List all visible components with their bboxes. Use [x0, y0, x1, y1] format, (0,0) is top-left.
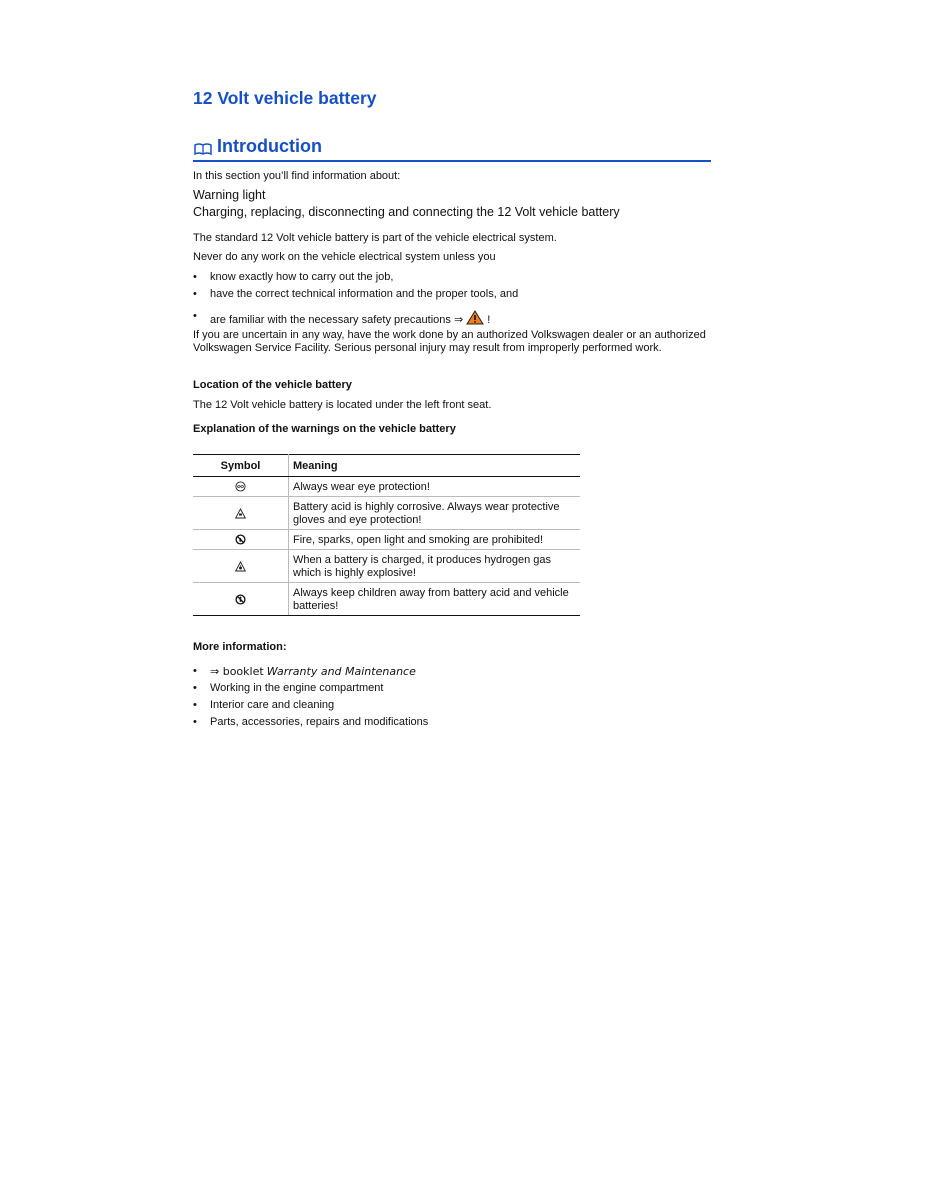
table-row [193, 550, 580, 583]
column-header-symbol: Symbol [193, 455, 289, 477]
intro-paragraph-3: If you are uncertain in any way, have the work done by an authorized Volkswagen dealer or an authorized Volkswagen Service Facility. Serious personal injury may result from improperly performed work. [193, 329, 706, 354]
table-row [193, 497, 580, 530]
bullet-icon: • [193, 699, 197, 711]
section-heading-introduction [193, 136, 711, 162]
warning-symbols-table [193, 454, 580, 616]
explosive-warning-icon [235, 561, 246, 572]
meaning-cell: Fire, sparks, open light and smoking are prohibited! [289, 530, 581, 550]
meaning-cell: Battery acid is highly corrosive. Always wear protective gloves and eye protection! [289, 497, 581, 530]
warnings-heading: Explanation of the warnings on the vehicle battery [193, 423, 456, 435]
intro-paragraph-2: Never do any work on the vehicle electrical system unless you [193, 251, 496, 263]
bullet-icon: • [193, 271, 197, 283]
intro-lead: In this section you’ll find information about: [193, 170, 401, 182]
keep-children-away-icon [235, 594, 246, 605]
more-information-heading: More information: [193, 641, 287, 653]
meaning-cell: Always keep children away from battery acid and vehicle batteries! [289, 583, 581, 616]
intro-paragraph-1: The standard 12 Volt vehicle battery is part of the vehicle electrical system. [193, 232, 557, 244]
location-heading: Location of the vehicle battery [193, 379, 352, 391]
book-icon [193, 140, 213, 154]
page-title: 12 Volt vehicle battery [193, 88, 377, 108]
bullet-icon: • [193, 682, 197, 694]
eye-protection-icon [235, 481, 246, 492]
column-header-meaning: Meaning [289, 455, 581, 477]
bullet-icon: • [193, 288, 197, 300]
topic-warning-light: Warning light [193, 188, 266, 202]
booklet-link[interactable]: Warranty and Maintenance [266, 665, 416, 678]
location-text: The 12 Volt vehicle battery is located under the left front seat. [193, 399, 492, 411]
corrosive-warning-icon [235, 508, 246, 519]
table-row [193, 477, 580, 497]
topic-charging: Charging, replacing, disconnecting and connecting the 12 Volt vehicle battery [193, 205, 620, 219]
table-row [193, 583, 580, 616]
meaning-cell: When a battery is charged, it produces hydrogen gas which is highly explosive! [289, 550, 581, 583]
table-header-row [193, 455, 580, 477]
warning-triangle-icon[interactable] [466, 310, 484, 329]
bullet-icon: • [193, 310, 197, 322]
no-fire-icon [235, 534, 246, 545]
bullet-icon: • [193, 665, 197, 677]
section-heading-label: Introduction [217, 136, 322, 156]
table-row [193, 530, 580, 550]
meaning-cell: Always wear eye protection! [289, 477, 581, 497]
bullet-icon: • [193, 716, 197, 728]
